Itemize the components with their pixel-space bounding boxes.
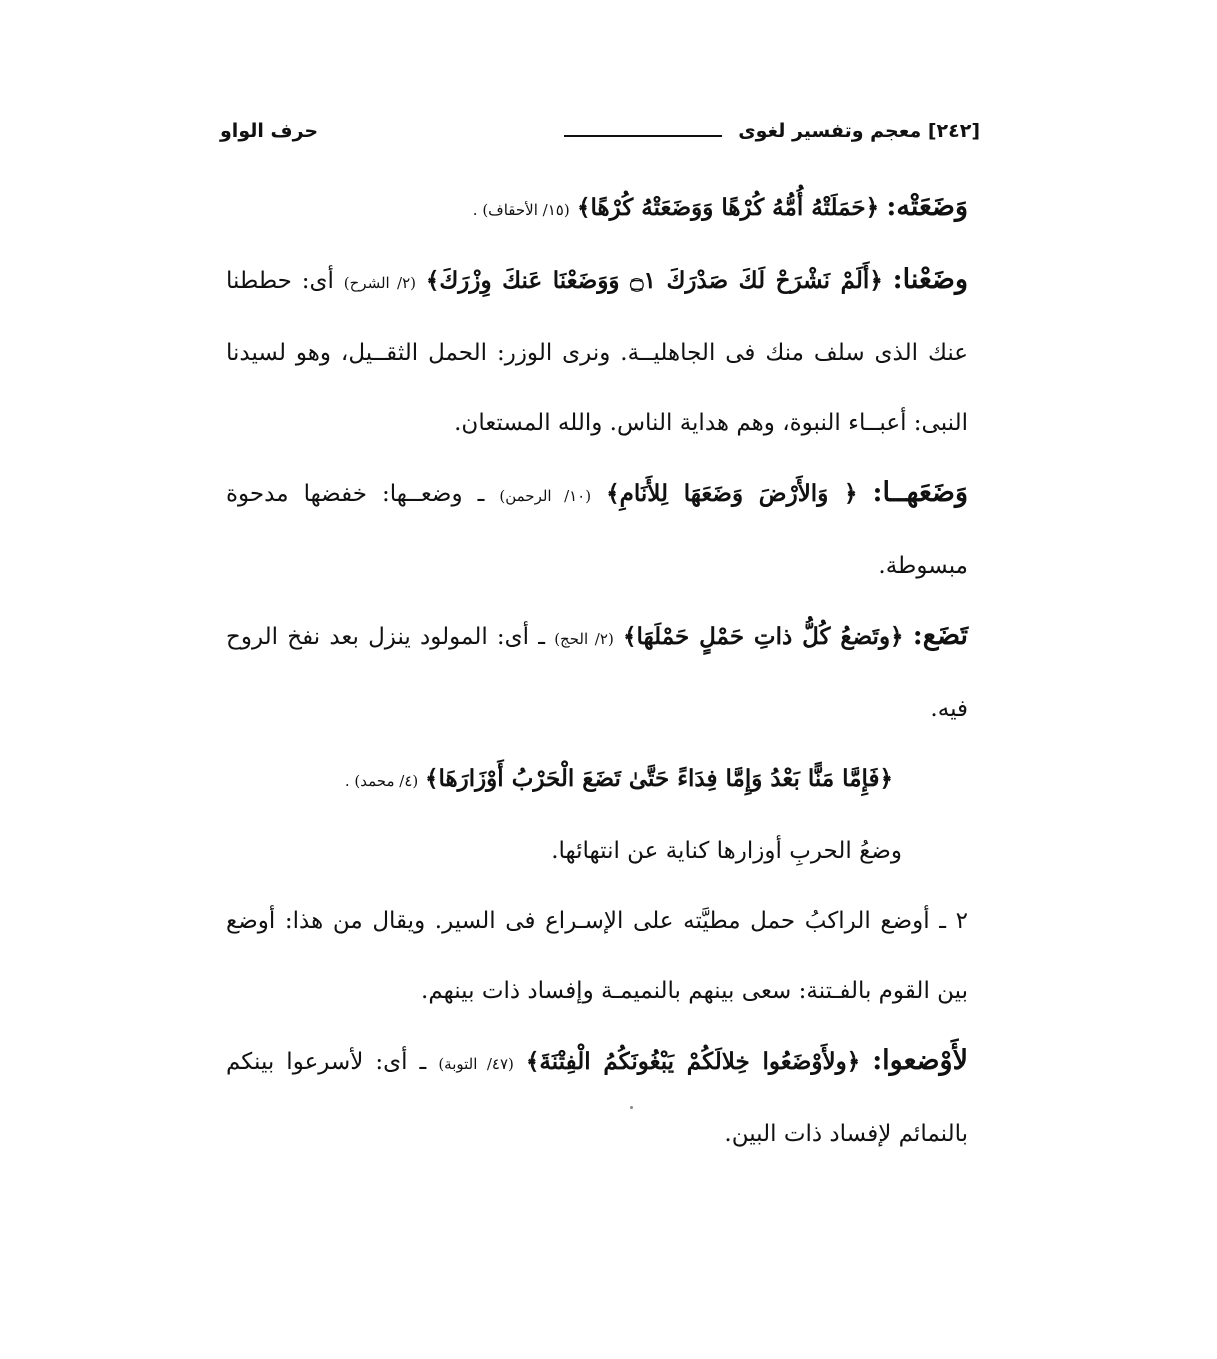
quran-verse: ﴿ وَالأَرْضَ وَضَعَهَا لِلأَنَامِ﴾ [606,480,858,507]
entry-wadaaha [226,458,968,601]
entry-laawdau [226,1026,968,1169]
entry-headword: لأَوْضعوا: [872,1045,968,1076]
entry-headword: تَضَع: [912,620,969,651]
verse-muhammad [226,744,968,816]
quran-verse: ﴿أَلَمْ نَشْرَحْ لَكَ صَدْرَكَ ۝١ وَوَضَعْنَا عَنكَ وِزْرَكَ﴾ [425,267,883,294]
entry-wadana [226,245,968,458]
entry-headword: وَضَعَتْه: [886,191,968,222]
chapter-title: حرف الواو [220,120,319,142]
verse-reference: (١٥/ الأحقاف) . [472,201,570,219]
explanation-paragraph: وضعُ الحربِ أوزارها كناية عن انتهائها. [551,838,902,864]
entry-explanation: ـ أى: لأسرعوا بينكم بالنمائم لإفساد ذات البين. [226,1049,968,1147]
header-rule [564,135,722,137]
verse-reference: (١٠/ الرحمن) [499,487,592,505]
entry-wadaathu [226,172,968,245]
entry-explanation: ـ وضعــها: خفضها مدحوة مبسوطة. [226,481,968,579]
entry-explanation: ـ أى: المولود ينزل بعد نفخ الروح فيه. [226,624,968,722]
verse-reference: (٢/ الشرح) [343,274,416,292]
verse-reference: (٢/ الحج) [554,630,614,648]
verse-reference: (٤٧/ التوبة) [438,1055,514,1073]
scan-speck [630,1106,633,1109]
page-info: [٢٤٢] معجم وتفسير لغوى [738,120,980,142]
quran-verse: ﴿حَمَلَتْهُ أُمُّهُ كُرْهًا وَوَضَعَتْهُ كُرْهًا﴾ [577,194,880,221]
entry-headword: وَضَعَهــا: [872,477,968,508]
quran-verse: ﴿وتَضعُ كُلُّ ذاتِ حَمْلٍ حَمْلَهَا﴾ [623,623,904,650]
running-header [220,118,980,152]
verse-reference: (٤/ محمد) . [344,772,419,790]
entry-explanation: أى: حططنا عنك الذى سلف منك فى الجاهليــة. ونرى الوزر: الحمل الثقــيل، وهو لسيدنا النبى: أعبــاء النبوة، وهم هداية الناس. والله المستعان. [226,268,968,436]
quran-verse: ﴿ولأَوْضَعُوا خِلالَكُمْ يَبْغُونَكُمُ الْفِتْنَةَ﴾ [525,1048,861,1075]
quran-verse: ﴿فَإِمَّا مَنًّا بَعْدُ وَإِمَّا فِدَاءً حَتَّىٰ تَضَعَ الْحَرْبُ أَوْزَارَهَا﴾ [424,765,893,792]
entry-tada [226,601,968,744]
meaning-two-paragraph: ٢ ـ أوضع الراكبُ حمل مطيَّته على الإسـراع فى السير. ويقال من هذا: أوضع بين القوم بالفـتنة: سعى بينهم بالنميمـة وإفساد ذات بينهم. [226,908,968,1004]
entry-headword: وضَعْنا: [892,264,969,295]
page-body [226,172,968,1169]
